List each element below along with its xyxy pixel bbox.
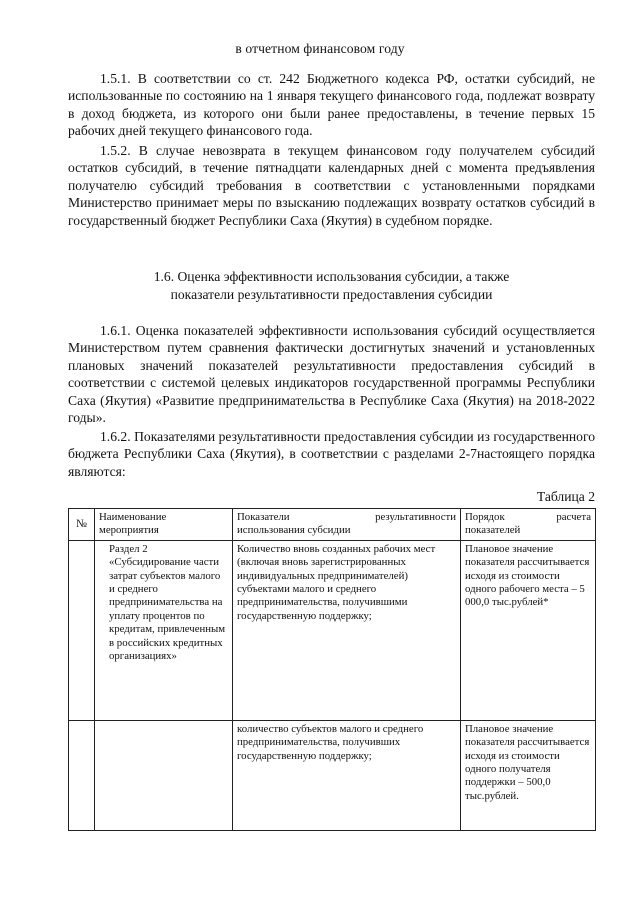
table-row: [69, 540, 596, 720]
row-calc: Плановое значение показателя рассчитывается исходя из стоимости одного рабочего места – 5 000,0 тыс.рублей*: [461, 540, 596, 720]
row-calc: Плановое значение показателя рассчитывается исходя из стоимости одного получателя поддержки – 500,0 тыс.рублей.: [461, 720, 596, 830]
table-row: [69, 720, 596, 830]
header-num: №: [69, 509, 95, 541]
paragraph-1-5-2: 1.5.2. В случае невозврата в текущем финансовом году получателем субсидий остатков субсидий, в течение пятнадцати календарных дней с момента предъявления получателю субсидий требования в соответствии с установленными порядками Министерство принимает меры по взысканию подлежащих возврату остатков субсидий в государственный бюджет Республики Саха (Якутия) в судебном порядке.: [68, 143, 595, 228]
row-event: Раздел 2 «Субсидирование части затрат субъектов малого и среднего предпринимательства на уплату процентов по кредитам, привлеченным в российских кредитных организациях»: [95, 540, 233, 720]
header-calc: Порядок расчета показателей: [461, 509, 596, 541]
section-title-line-1: 1.6. Оценка эффективности использования субсидии, а также: [153, 269, 510, 284]
paragraph-1-6-1: 1.6.1. Оценка показателей эффективности использования субсидий осуществляется Министерством путем сравнения фактически достигнутых значений и установленных плановых значений показателей результативности предоставления субсидий в соответствии с системой целевых индикаторов государственной программы Республики Саха (Якутия) «Развитие предпринимательства в Республике Саха (Якутия) на 2018-2022 годы».: [68, 323, 595, 426]
row-num: [69, 720, 95, 830]
row-measure: количество субъектов малого и среднего предпринимательства, получивших государственную поддержку;: [233, 720, 461, 830]
row-measure: Количество вновь созданных рабочих мест (включая вновь зарегистрированных индивидуальных предпринимателей) субъектами малого и среднего предпринимательства, получившими государственную поддержку;: [233, 540, 461, 720]
row-event: [95, 720, 233, 830]
continuation-line: в отчетном финансовом году: [235, 41, 405, 56]
paragraph-1-6-2: 1.6.2. Показателями результативности предоставления субсидии из государственного бюджета Республики Саха (Якутия), в соответствии с разделами 2-7настоящего порядка являются:: [68, 429, 595, 479]
indicators-table: [68, 508, 596, 831]
table-caption: Таблица 2: [536, 489, 595, 504]
section-title: [68, 268, 595, 304]
header-measure: Показатели результативности использования субсидии: [233, 509, 461, 541]
paragraph-1-5-1: 1.5.1. В соответствии со ст. 242 Бюджетного кодекса РФ, остатки субсидий, не использованные по состоянию на 1 января текущего финансового года, подлежат возврату в доход бюджета, из которого они были ранее предоставлены, в течение первых 15 рабочих дней текущего финансового года.: [68, 71, 595, 139]
header-event: Наименование мероприятия: [95, 509, 233, 541]
section-title-line-2: показатели результативности предоставления субсидии: [170, 287, 493, 302]
table-header-row: [69, 509, 596, 541]
row-num: [69, 540, 95, 720]
